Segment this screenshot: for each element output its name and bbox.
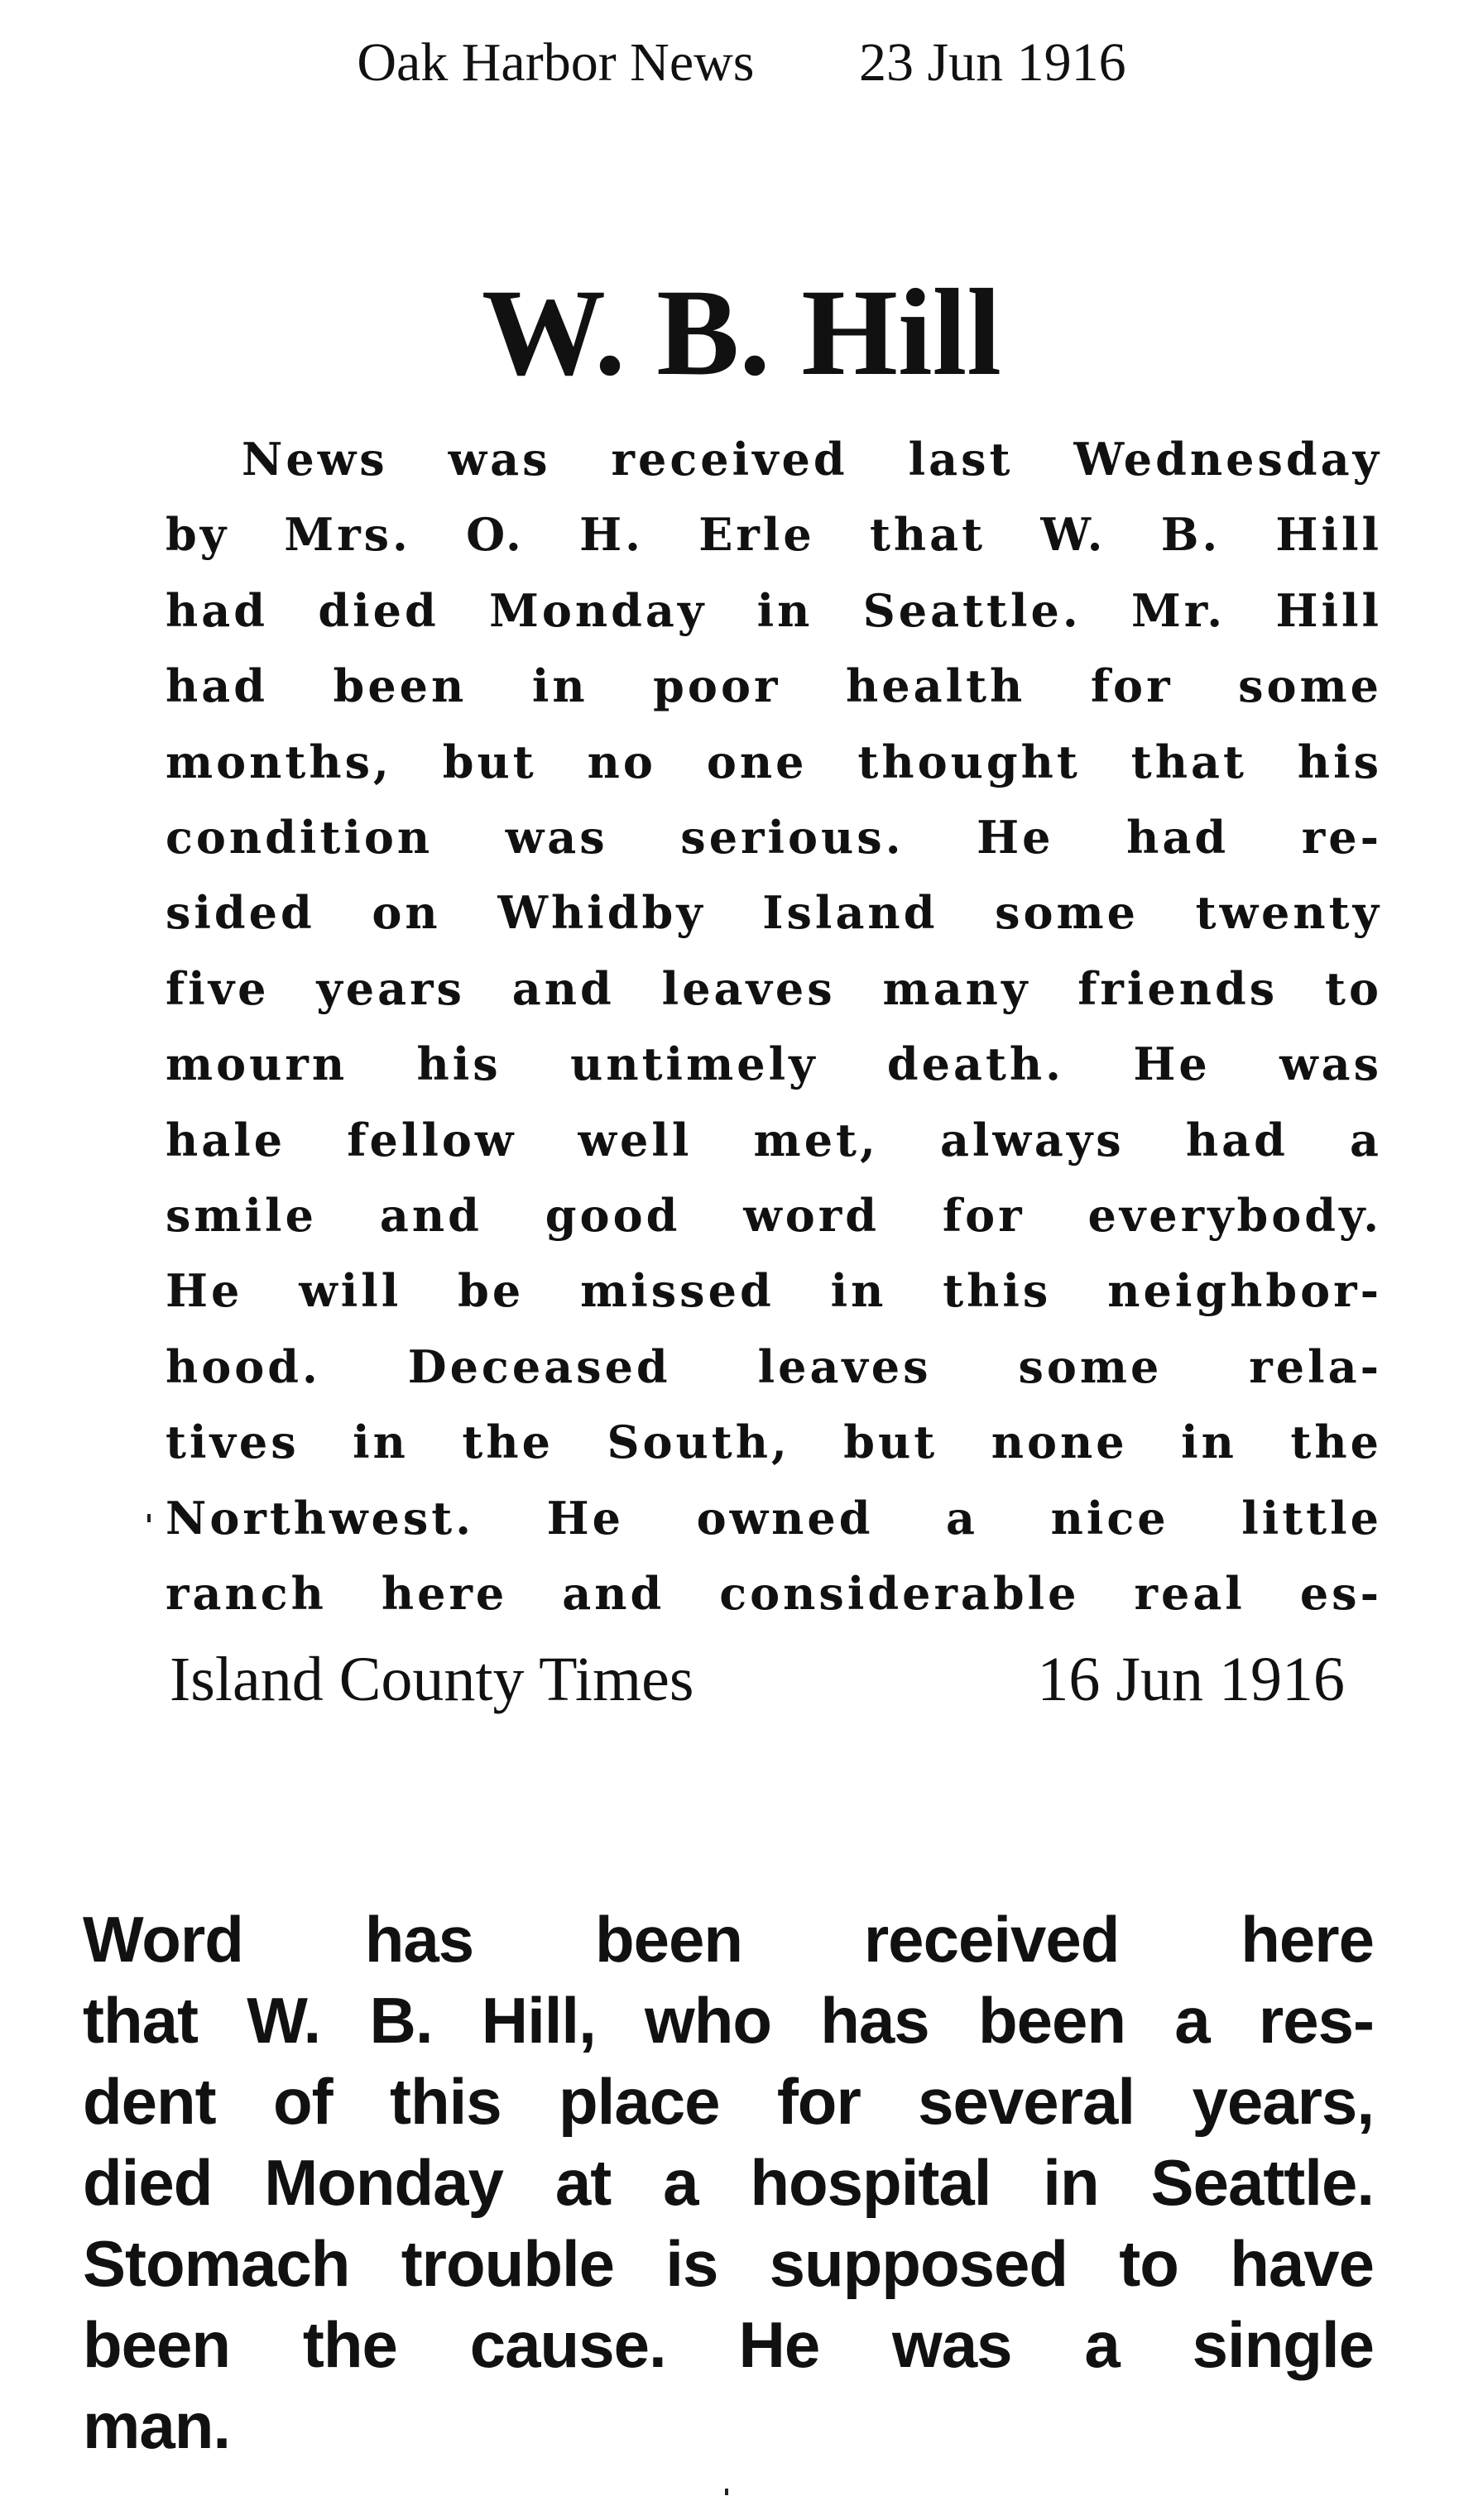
second-newspaper-name: Island County Times bbox=[170, 1645, 694, 1714]
article-line: tives in the South, but none in the bbox=[166, 1416, 1382, 1469]
article-line: months, but no one thought that his bbox=[166, 735, 1382, 788]
article-line: had died Monday in Seattle. Mr. Hill bbox=[166, 583, 1382, 637]
second-article-line: Stomach trouble is supposed to have bbox=[83, 2227, 1374, 2300]
second-article-body bbox=[83, 1899, 1374, 2466]
article-line: hood. Deceased leaves some rela- bbox=[166, 1339, 1382, 1393]
article-line: sided on Whidby Island some twenty bbox=[166, 886, 1382, 940]
print-speck bbox=[725, 2489, 728, 2495]
second-article-line: been the cause. He was a single bbox=[83, 2308, 1374, 2381]
article-line: mourn his untimely death. He was bbox=[166, 1037, 1382, 1091]
article-line: Northwest. He owned a nice little bbox=[166, 1491, 1382, 1545]
clipping-header bbox=[0, 30, 1483, 95]
article-title: W. B. Hill bbox=[482, 264, 1001, 401]
second-source-caption bbox=[170, 1642, 1345, 1718]
second-publication-date: 16 Jun 1916 bbox=[1037, 1645, 1345, 1714]
article-line: ranch here and considerable real es- bbox=[166, 1567, 1382, 1621]
second-article-line: Word has been received here bbox=[83, 1903, 1374, 1976]
print-speck bbox=[147, 1514, 151, 1522]
article-line: hale fellow well met, always had a bbox=[166, 1113, 1382, 1167]
article-line: by Mrs. O. H. Erle that W. B. Hill bbox=[166, 508, 1382, 562]
second-article-line: that W. B. Hill, who has been a res- bbox=[83, 1984, 1374, 2057]
article-line: News was received last Wednesday bbox=[242, 433, 1382, 486]
article-line: smile and good word for everybody. bbox=[166, 1189, 1382, 1243]
newspaper-name: Oak Harbor News bbox=[357, 32, 755, 93]
second-article-line: died Monday at a hospital in Seattle. bbox=[83, 2146, 1374, 2219]
article-line: had been in poor health for some bbox=[166, 659, 1382, 713]
article-body bbox=[166, 422, 1382, 1632]
publication-date: 23 Jun 1916 bbox=[859, 32, 1126, 93]
second-article-line: dent of this place for several years, bbox=[83, 2065, 1374, 2138]
article-line: He will be missed in this neighbor- bbox=[166, 1264, 1382, 1318]
article-line: five years and leaves many friends to bbox=[166, 961, 1382, 1015]
second-article-line: man. bbox=[83, 2389, 231, 2462]
article-line: condition was serious. He had re- bbox=[166, 811, 1382, 865]
